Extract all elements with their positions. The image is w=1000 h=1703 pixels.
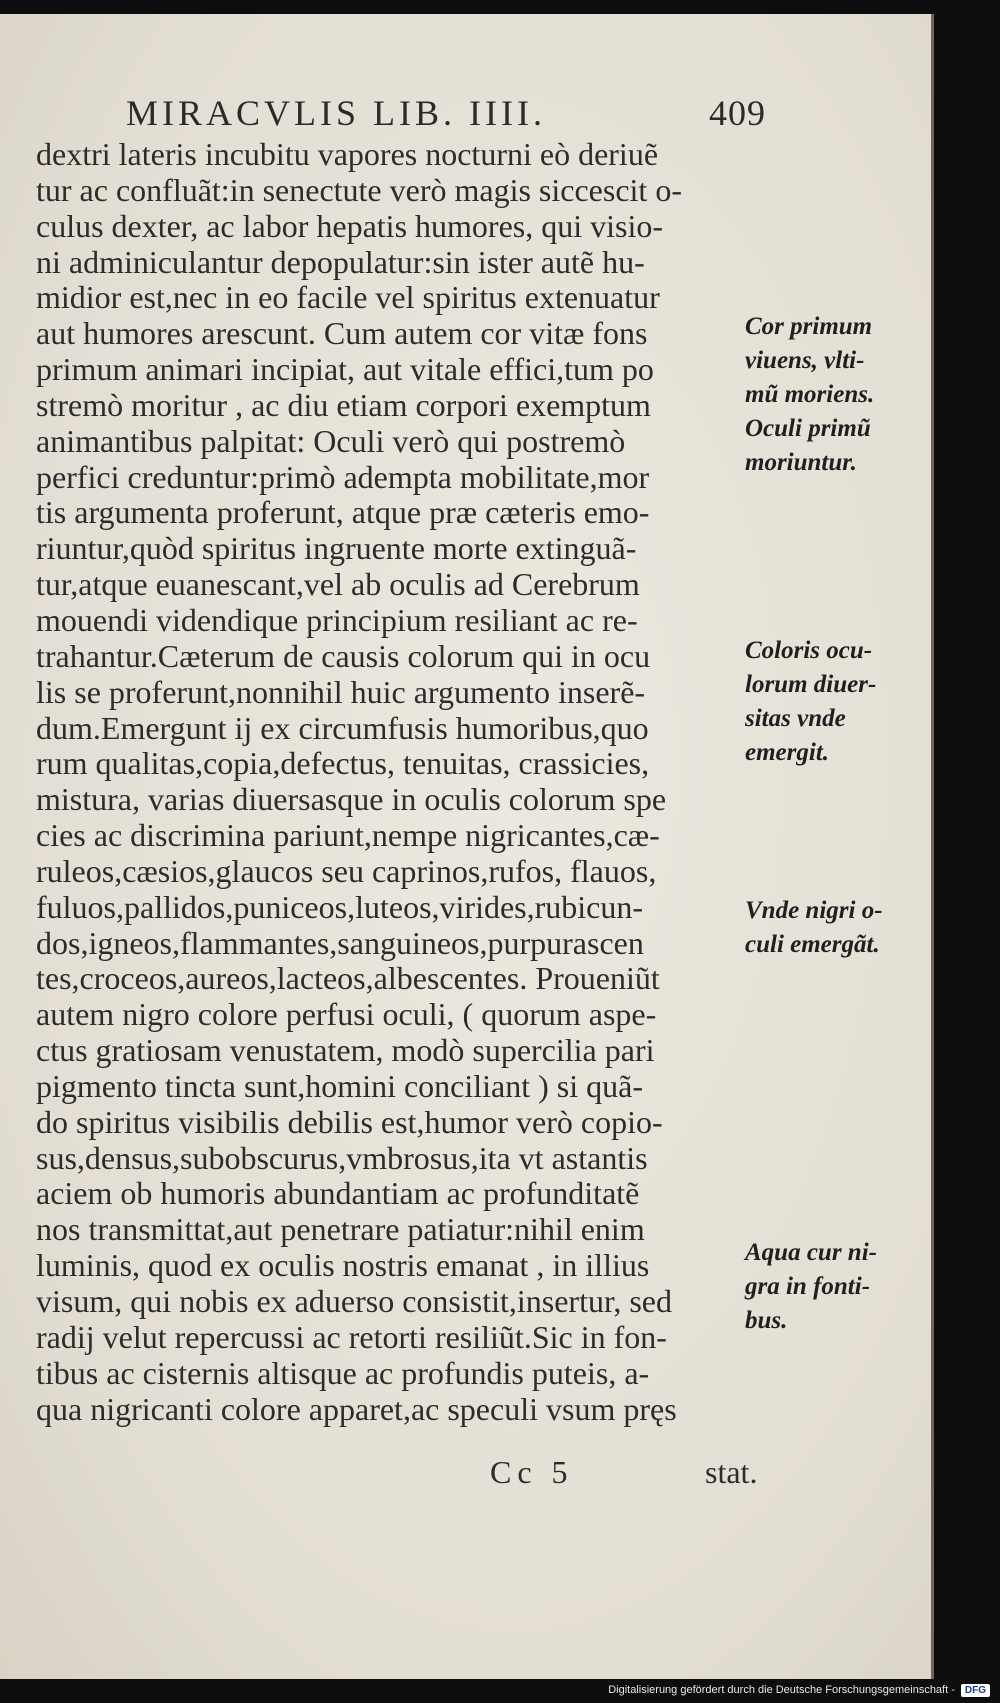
text-line: do spiritus visibilis debilis est,humor verò copio- [36,1104,663,1140]
marginal-line: Cor primum [745,313,873,340]
marginal-line: emergit. [745,739,830,766]
text-line: rum qualitas,copia,defectus, tenuitas, crassicies, [36,746,650,782]
marginal-line: lorum diuer- [745,671,877,698]
text-line: qua nigricanti colore apparet,ac speculi vsum pręs [36,1391,677,1427]
marginal-note-black-water [745,1236,915,1338]
text-line: riuntur,quòd spiritus ingruente morte extinguã- [36,531,637,567]
text-line: aciem ob humoris abundantiam ac profunditatẽ [36,1176,640,1212]
page-header [126,92,766,142]
text-line: culus dexter, ac labor hepatis humores, qui visio- [36,208,663,244]
marginal-line: culi emergãt. [745,931,880,958]
marginal-line: Oculi primũ [745,415,871,442]
dfg-logo: DFG [961,1684,990,1697]
body-text [36,137,740,1427]
text-line: tes,croceos,aureos,lacteos,albescentes. Proueniũt [36,961,660,997]
marginal-line: moriuntur. [745,449,857,476]
text-line: midior est,nec in eo facile vel spiritus extenuatur [36,280,660,316]
text-line: animantibus palpitat: Oculi verò qui postremò [36,423,626,459]
text-line: tibus ac cisternis altisque ac profundis puteis, a- [36,1355,650,1391]
text-line: fuluos,pallidos,puniceos,luteos,virides,rubicun- [36,889,644,925]
text-line: visum, qui nobis ex aduerso consistit,insertur, sed [36,1284,672,1319]
text-line: tur,atque euanescant,vel ab oculis ad Cerebrum [36,567,640,603]
marginal-line: bus. [745,1307,788,1334]
text-line: nos transmittat,aut penetrare patiatur:nihil enim [36,1212,645,1248]
text-line: ctus gratiosam venustatem, modò supercilia pari [36,1033,655,1069]
text-line: ni adminiculantur depopulatur:sin ister autẽ hu- [36,244,645,280]
text-line: primum animari incipiat, aut vitale effici,tum po [36,352,654,388]
marginal-line: Coloris ocu- [745,637,873,664]
page-edge [931,14,934,1679]
text-line: tur ac confluãt:in senectute verò magis siccescit o- [36,172,682,208]
text-line: perfici creduntur:primò adempta mobilitate,mor [36,459,650,495]
marginal-line: sitas vnde [745,705,846,732]
book-page [0,14,934,1679]
signature-mark: Cc 5 [490,1454,574,1490]
text-line: dos,igneos,flammantes,sanguineos,purpurascen [36,925,644,961]
text-line: mouendi videndique principium resiliant ac re- [36,602,638,638]
text-line: sus,densus,subobscurus,vmbrosus,ita vt astantis [36,1140,648,1176]
page-number: 409 [709,93,766,133]
page-footer [0,1454,934,1494]
marginal-note-black-eyes [745,894,915,962]
text-line: stremò moritur , ac diu etiam corpori exemptum [36,387,651,423]
text-line: lis se proferunt,nonnihil huic argumento inserẽ- [36,674,646,710]
text-line: dextri lateris incubitu vapores nocturni eò deriuẽ [36,137,659,172]
text-line: radij velut repercussi ac retorti resiliũt.Sic in fon- [36,1319,667,1355]
marginal-note-heart-eyes [745,310,915,480]
text-line: cies ac discrimina pariunt,nempe nigricantes,cæ- [36,818,660,854]
marginal-note-eye-colors [745,634,915,770]
text-line: aut humores arescunt. Cum autem cor vitæ fons [36,316,648,352]
text-line: trahantur.Cæterum de causis colorum qui in ocu [36,638,651,674]
marginal-line: Vnde nigri o- [745,897,883,924]
running-title: MIRACVLIS LIB. IIII. [126,93,546,133]
marginal-line: viuens, vlti- [745,347,865,374]
text-line: mistura, varias diuersasque in oculis colorum spe [36,782,667,818]
text-line: pigmento tincta sunt,homini conciliant ) si quã- [36,1068,643,1104]
text-line: autem nigro colore perfusi oculi, ( quorum aspe- [36,997,657,1033]
text-line: tis argumenta proferunt, atque præ cæteris emo- [36,495,650,531]
marginal-line: mũ moriens. [745,381,875,408]
text-line: luminis, quod ex oculis nostris emanat , in illius [36,1248,650,1284]
catchword: stat. [705,1454,758,1490]
marginal-line: gra in fonti- [745,1273,871,1300]
text-line: dum.Emergunt ij ex circumfusis humoribus,quo [36,710,649,746]
credit-text: Digitalisierung gefördert durch die Deutsche Forschungsgemeinschaft - [608,1684,955,1696]
marginal-line: Aqua cur ni- [745,1239,877,1266]
text-line: ruleos,cæsios,glaucos seu caprinos,rufos, flauos, [36,853,657,889]
digitization-credit [608,1681,990,1699]
